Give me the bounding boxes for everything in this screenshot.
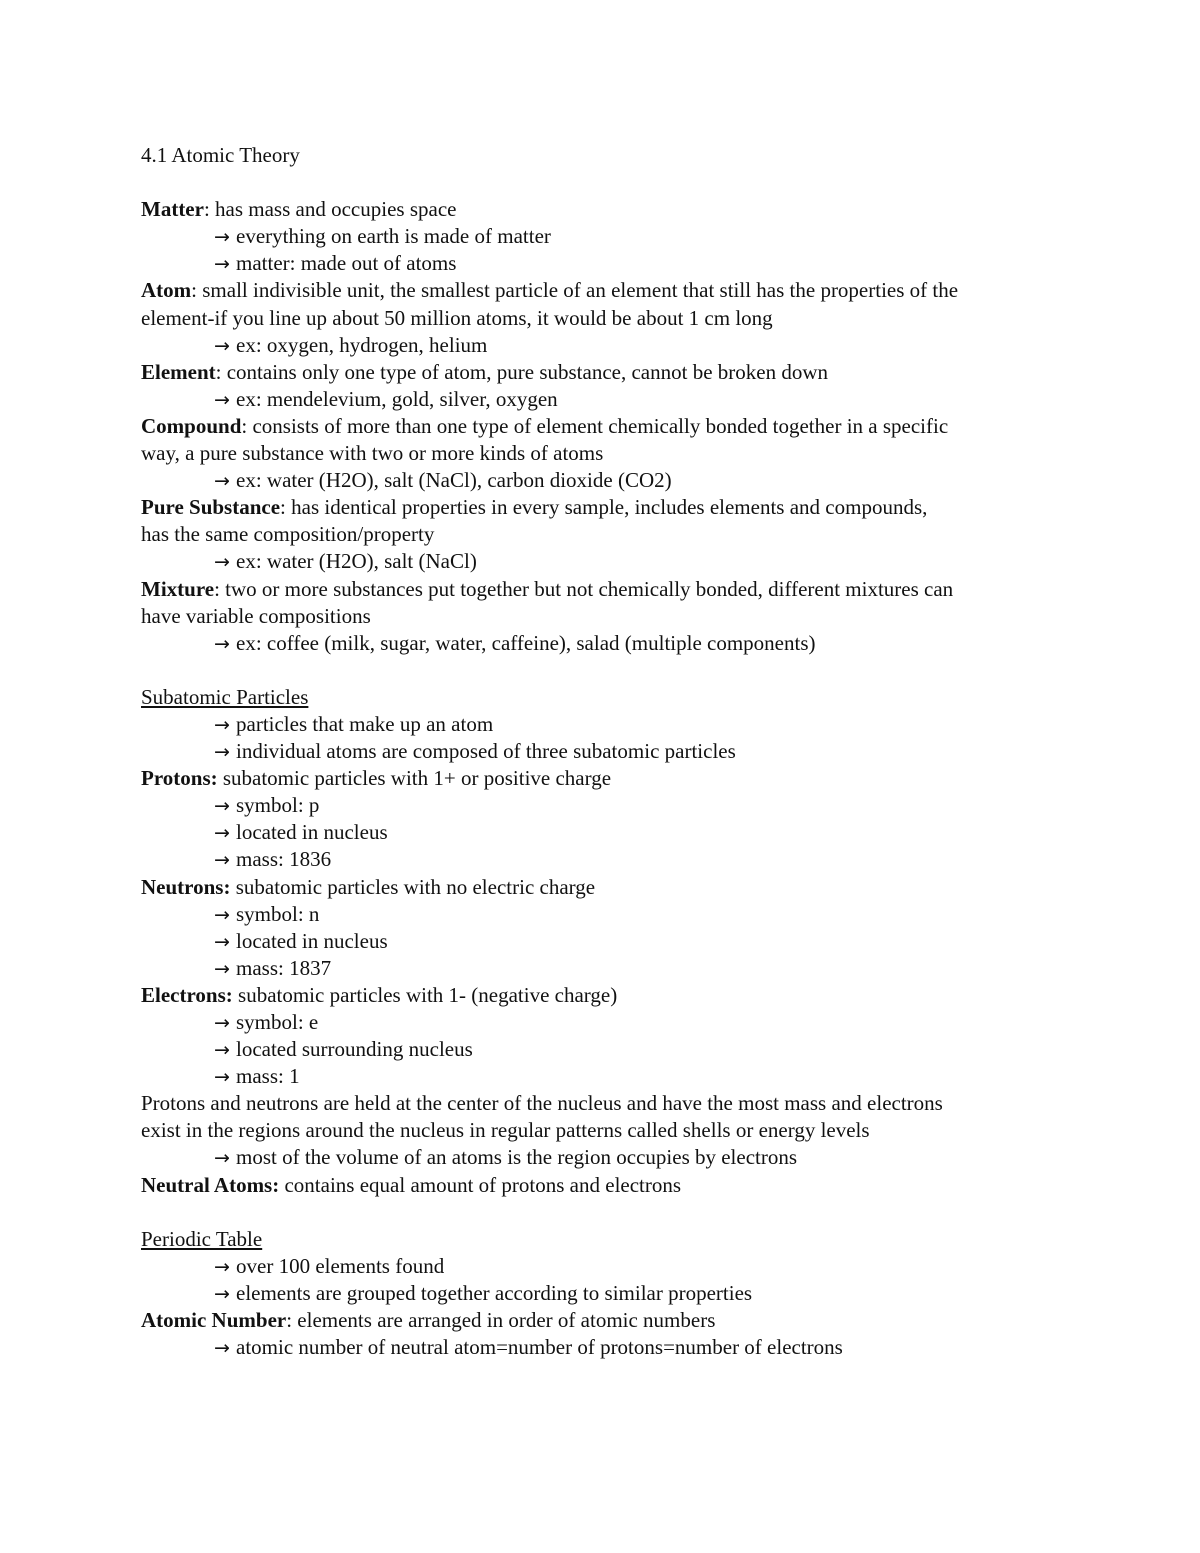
blank-line	[141, 1199, 1071, 1226]
definition-text: : elements are arranged in order of atomic numbers	[286, 1308, 716, 1333]
right-arrow-icon: →	[214, 930, 230, 953]
bullet-item	[141, 1253, 1071, 1280]
bullet-text: ex: mendelevium, gold, silver, oxygen	[236, 386, 558, 411]
right-arrow-icon: →	[214, 388, 230, 411]
bullet-text: individual atoms are composed of three subatomic particles	[236, 739, 736, 764]
bullet-text: over 100 elements found	[236, 1253, 445, 1278]
section-heading-text: Periodic Table	[141, 1226, 263, 1251]
right-arrow-icon: →	[214, 903, 230, 926]
definition-term: Atom	[141, 278, 192, 303]
bullet-item	[141, 1009, 1071, 1036]
definition-term: Atomic Number	[141, 1308, 287, 1333]
bullet-text: atomic number of neutral atom=number of protons=number of electrons	[236, 1335, 843, 1360]
bullet-text: located in nucleus	[236, 928, 388, 953]
bullet-item	[141, 1063, 1071, 1090]
bullet-item	[141, 738, 1071, 765]
paragraph-line: Protons and neutrons are held at the center of the nucleus and have the most mass and electrons	[141, 1091, 943, 1116]
document-body	[141, 142, 1071, 1361]
definition-text: contains equal amount of protons and electrons	[279, 1172, 682, 1197]
bullet-text: mass: 1837	[236, 955, 332, 980]
bullet-text: ex: water (H2O), salt (NaCl), carbon dioxide (CO2)	[236, 468, 672, 493]
right-arrow-icon: →	[214, 1012, 230, 1034]
blank-line	[141, 169, 1071, 196]
bullet-item	[141, 846, 1071, 873]
definition-text: : two or more substances put together but not chemically bonded, different mixtures can	[214, 576, 954, 601]
bullet-text: mass: 1836	[236, 847, 332, 872]
right-arrow-icon: →	[214, 253, 230, 276]
definition-line	[141, 494, 1071, 521]
definition-text: subatomic particles with no electric charge	[230, 874, 596, 899]
bullet-item	[141, 250, 1071, 277]
definition-term: Neutrons:	[141, 874, 231, 899]
bullet-item	[141, 630, 1071, 657]
right-arrow-icon: →	[214, 795, 230, 818]
bullet-item	[141, 819, 1071, 846]
bullet-item	[141, 1144, 1071, 1171]
bullet-item	[141, 332, 1071, 359]
right-arrow-icon: →	[214, 1282, 230, 1305]
document-title: 4.1 Atomic Theory	[141, 143, 300, 167]
bullet-text: located surrounding nucleus	[236, 1037, 473, 1062]
bullet-text: mass: 1	[236, 1064, 300, 1089]
definition-text: subatomic particles with 1- (negative charge)	[232, 982, 618, 1007]
bullet-item	[141, 901, 1071, 928]
definition-term: Electrons:	[141, 982, 233, 1007]
bullet-text: matter: made out of atoms	[236, 251, 457, 276]
right-arrow-icon: →	[214, 1147, 230, 1170]
definition-term: Protons:	[141, 766, 218, 791]
definition-line	[141, 196, 1071, 223]
right-arrow-icon: →	[214, 957, 230, 980]
bullet-item	[141, 223, 1071, 250]
section-heading	[141, 684, 1071, 711]
bullet-item	[141, 467, 1071, 494]
bullet-text: particles that make up an atom	[236, 711, 494, 736]
right-arrow-icon: →	[214, 822, 230, 845]
definition-text: : small indivisible unit, the smallest particle of an element that still has the properties of the	[191, 278, 959, 303]
definition-line	[141, 765, 1071, 792]
definition-line	[141, 359, 1071, 386]
right-arrow-icon: →	[214, 1337, 230, 1360]
definition-text: : has identical properties in every sample, includes elements and compounds,	[280, 495, 928, 520]
bullet-text: located in nucleus	[236, 820, 388, 845]
bullet-text: ex: oxygen, hydrogen, helium	[236, 332, 488, 357]
definition-line	[141, 982, 1071, 1009]
blank-line	[141, 657, 1071, 684]
paragraph-line: has the same composition/property	[141, 522, 435, 547]
definition-text: : contains only one type of atom, pure substance, cannot be broken down	[215, 359, 828, 384]
right-arrow-icon: →	[214, 1255, 230, 1278]
paragraph-line: element-if you line up about 50 million atoms, it would be about 1 cm long	[141, 305, 773, 330]
definition-line	[141, 413, 1071, 440]
definition-line	[141, 874, 1071, 901]
bullet-item	[141, 1334, 1071, 1361]
definition-line	[141, 1307, 1071, 1334]
section-heading-text: Subatomic Particles	[141, 684, 309, 709]
definition-text: : consists of more than one type of element chemically bonded together in a specific	[241, 413, 949, 438]
definition-line	[141, 576, 1071, 603]
bullet-item	[141, 792, 1071, 819]
definition-term: Mixture	[141, 576, 215, 601]
right-arrow-icon: →	[214, 470, 230, 493]
definition-term: Element	[141, 359, 216, 384]
bullet-text: everything on earth is made of matter	[236, 224, 551, 249]
bullet-item	[141, 711, 1071, 738]
definition-line	[141, 1172, 1071, 1199]
bullet-text: symbol: p	[236, 793, 320, 818]
right-arrow-icon: →	[214, 551, 230, 574]
definition-text: : has mass and occupies space	[203, 197, 457, 222]
right-arrow-icon: →	[214, 713, 230, 736]
definition-term: Compound	[141, 413, 242, 438]
paragraph-line: have variable compositions	[141, 603, 371, 628]
right-arrow-icon: →	[214, 226, 230, 249]
right-arrow-icon: →	[214, 849, 230, 872]
right-arrow-icon: →	[214, 741, 230, 764]
bullet-item	[141, 548, 1071, 575]
definition-term: Neutral Atoms:	[141, 1172, 280, 1197]
right-arrow-icon: →	[214, 334, 230, 357]
paragraph-line: exist in the regions around the nucleus in regular patterns called shells or energy levels	[141, 1118, 870, 1143]
right-arrow-icon: →	[214, 1066, 230, 1089]
paragraph-line: way, a pure substance with two or more kinds of atoms	[141, 441, 604, 466]
definition-line	[141, 277, 1071, 304]
right-arrow-icon: →	[214, 1039, 230, 1062]
definition-term: Matter	[141, 197, 204, 222]
bullet-item	[141, 955, 1071, 982]
bullet-item	[141, 1280, 1071, 1307]
section-heading	[141, 1226, 1071, 1253]
bullet-text: elements are grouped together according to similar properties	[236, 1280, 753, 1305]
bullet-text: most of the volume of an atoms is the region occupies by electrons	[236, 1145, 798, 1170]
bullet-item	[141, 386, 1071, 413]
bullet-text: symbol: n	[236, 901, 320, 926]
bullet-item	[141, 1036, 1071, 1063]
bullet-text: ex: water (H2O), salt (NaCl)	[236, 549, 477, 574]
bullet-text: symbol: e	[236, 1010, 319, 1034]
right-arrow-icon: →	[214, 632, 230, 655]
definition-term: Pure Substance	[141, 495, 281, 520]
bullet-item	[141, 928, 1071, 955]
definition-text: subatomic particles with 1+ or positive charge	[217, 766, 612, 791]
bullet-text: ex: coffee (milk, sugar, water, caffeine), salad (multiple components)	[236, 630, 816, 655]
